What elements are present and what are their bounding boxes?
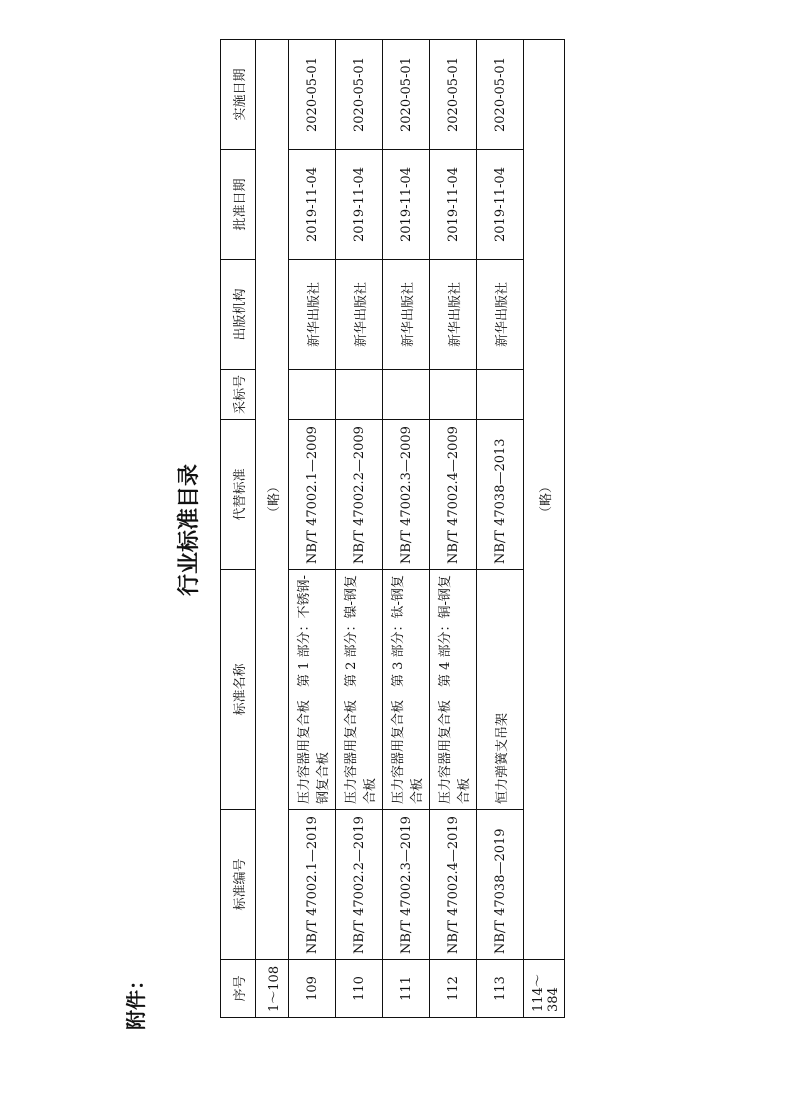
omitted-note: （略） bbox=[256, 40, 289, 960]
col-header: 标准名称 bbox=[221, 570, 256, 810]
omitted-row bbox=[256, 40, 289, 1018]
omitted-range: 1～108 bbox=[256, 960, 289, 1018]
cell-name: 压力容器用复合板 第 3 部分：钛-钢复合板 bbox=[383, 570, 430, 810]
col-header: 序号 bbox=[221, 960, 256, 1018]
cell-no: 113 bbox=[477, 960, 524, 1018]
table-row bbox=[477, 40, 524, 1018]
cell-publisher: 新华出版社 bbox=[383, 260, 430, 370]
cell-approved: 2019-11-04 bbox=[336, 150, 383, 260]
col-header: 代替标准 bbox=[221, 420, 256, 570]
cell-name: 压力容器用复合板 第 2 部分：镍-钢复合板 bbox=[336, 570, 383, 810]
cell-publisher: 新华出版社 bbox=[430, 260, 477, 370]
cell-no: 109 bbox=[289, 960, 336, 1018]
cell-replaces: NB/T 47002.4—2009 bbox=[430, 420, 477, 570]
page-title: 行业标准目录 bbox=[177, 464, 202, 597]
cell-no: 111 bbox=[383, 960, 430, 1018]
cell-no: 110 bbox=[336, 960, 383, 1018]
cell-effective: 2020-05-01 bbox=[289, 40, 336, 150]
col-header: 出版机构 bbox=[221, 260, 256, 370]
cell-adopted bbox=[477, 370, 524, 420]
cell-approved: 2019-11-04 bbox=[477, 150, 524, 260]
cell-approved: 2019-11-04 bbox=[430, 150, 477, 260]
cell-code: NB/T 47002.3—2019 bbox=[383, 810, 430, 960]
cell-approved: 2019-11-04 bbox=[289, 150, 336, 260]
cell-adopted bbox=[430, 370, 477, 420]
cell-publisher: 新华出版社 bbox=[477, 260, 524, 370]
cell-effective: 2020-05-01 bbox=[336, 40, 383, 150]
table-row bbox=[336, 40, 383, 1018]
cell-code: NB/T 47002.4—2019 bbox=[430, 810, 477, 960]
cell-adopted bbox=[289, 370, 336, 420]
table-row bbox=[430, 40, 477, 1018]
cell-effective: 2020-05-01 bbox=[383, 40, 430, 150]
col-header: 标准编号 bbox=[221, 810, 256, 960]
standards-table bbox=[220, 39, 565, 1018]
cell-code: NB/T 47002.2—2019 bbox=[336, 810, 383, 960]
cell-code: NB/T 47038—2019 bbox=[477, 810, 524, 960]
cell-replaces: NB/T 47038—2013 bbox=[477, 420, 524, 570]
cell-replaces: NB/T 47002.2—2009 bbox=[336, 420, 383, 570]
cell-name: 恒力弹簧支吊架 bbox=[477, 570, 524, 810]
cell-effective: 2020-05-01 bbox=[477, 40, 524, 150]
cell-replaces: NB/T 47002.1—2009 bbox=[289, 420, 336, 570]
cell-replaces: NB/T 47002.3—2009 bbox=[383, 420, 430, 570]
rotated-page bbox=[120, 30, 680, 1030]
omitted-row bbox=[524, 40, 565, 1018]
cell-name: 压力容器用复合板 第 1 部分：不锈钢-钢复合板 bbox=[289, 570, 336, 810]
table-row bbox=[289, 40, 336, 1018]
omitted-range: 114～384 bbox=[524, 960, 565, 1018]
cell-effective: 2020-05-01 bbox=[430, 40, 477, 150]
cell-no: 112 bbox=[430, 960, 477, 1018]
cell-approved: 2019-11-04 bbox=[383, 150, 430, 260]
cell-adopted bbox=[336, 370, 383, 420]
cell-publisher: 新华出版社 bbox=[289, 260, 336, 370]
col-header: 批准日期 bbox=[221, 150, 256, 260]
attachment-label: 附件： bbox=[124, 970, 148, 1030]
cell-publisher: 新华出版社 bbox=[336, 260, 383, 370]
header-row bbox=[221, 40, 256, 1018]
cell-adopted bbox=[383, 370, 430, 420]
col-header: 实施日期 bbox=[221, 40, 256, 150]
col-header: 采标号 bbox=[221, 370, 256, 420]
cell-code: NB/T 47002.1—2019 bbox=[289, 810, 336, 960]
cell-name: 压力容器用复合板 第 4 部分：铜-钢复合板 bbox=[430, 570, 477, 810]
omitted-note: （略） bbox=[524, 40, 565, 960]
table-row bbox=[383, 40, 430, 1018]
